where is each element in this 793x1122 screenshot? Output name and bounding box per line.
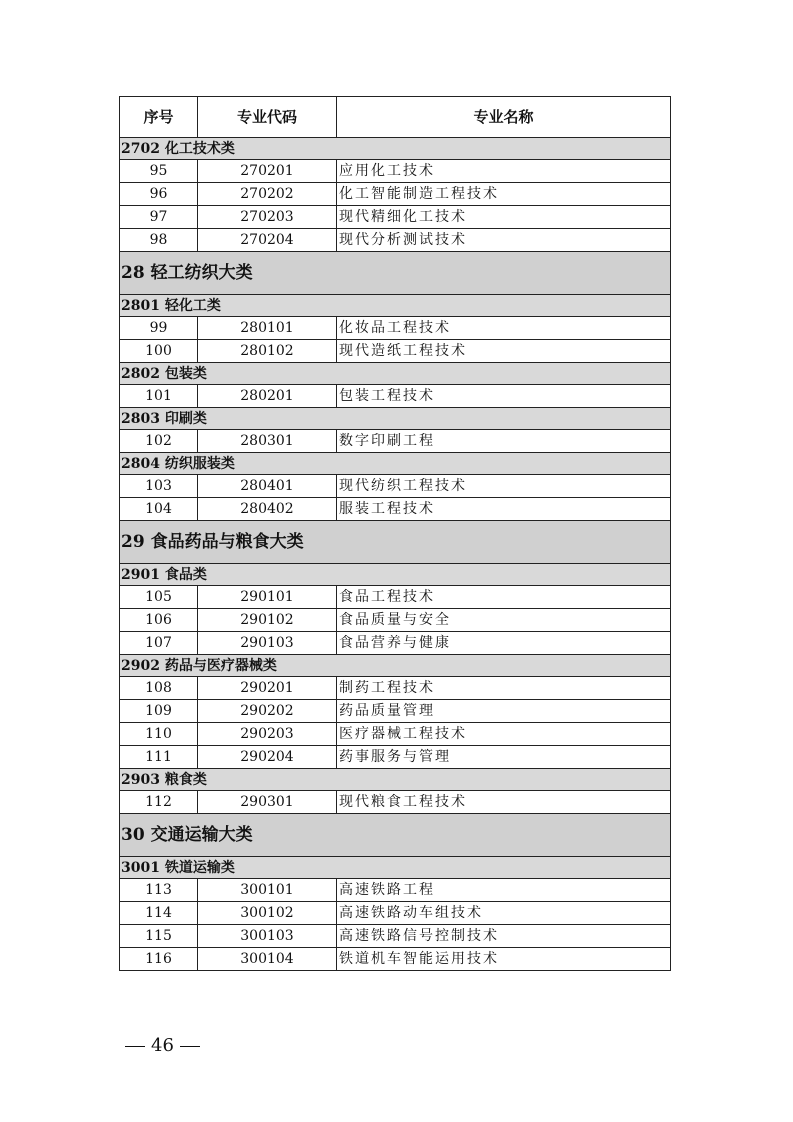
seq-cell: 114 [120,902,198,925]
table-row [120,317,671,340]
seq-cell: 95 [120,160,198,183]
subcategory-label: 2903 粮食类 [120,769,671,791]
subcategory-label: 2803 印刷类 [120,408,671,430]
table-row [120,723,671,746]
table-row [120,700,671,723]
subcategory-row [120,769,671,791]
subcategory-row [120,408,671,430]
code-cell: 300101 [198,879,337,902]
name-cell: 化妆品工程技术 [337,317,671,340]
subcategory-label: 2801 轻化工类 [120,295,671,317]
seq-cell: 98 [120,229,198,252]
table-row [120,746,671,769]
name-cell: 应用化工技术 [337,160,671,183]
name-cell: 数字印刷工程 [337,430,671,453]
seq-cell: 116 [120,948,198,971]
code-cell: 280402 [198,498,337,521]
table-row [120,925,671,948]
header-name: 专业名称 [337,97,671,138]
subcategory-row [120,138,671,160]
table-row [120,340,671,363]
code-cell: 280301 [198,430,337,453]
name-cell: 化工智能制造工程技术 [337,183,671,206]
seq-cell: 112 [120,791,198,814]
name-cell: 现代纺织工程技术 [337,475,671,498]
code-cell: 290203 [198,723,337,746]
seq-cell: 104 [120,498,198,521]
table-row [120,609,671,632]
subcategory-label: 2802 包装类 [120,363,671,385]
seq-cell: 109 [120,700,198,723]
name-cell: 医疗器械工程技术 [337,723,671,746]
code-cell: 280102 [198,340,337,363]
name-cell: 高速铁路动车组技术 [337,902,671,925]
subcategory-label: 2901 食品类 [120,564,671,586]
name-cell: 高速铁路工程 [337,879,671,902]
seq-cell: 113 [120,879,198,902]
table-row [120,206,671,229]
subcategory-row [120,363,671,385]
major-category-row [120,521,671,564]
code-cell: 280101 [198,317,337,340]
table-row [120,229,671,252]
code-cell: 270203 [198,206,337,229]
table-row [120,632,671,655]
seq-cell: 101 [120,385,198,408]
table-header-row [120,97,671,138]
table-row [120,879,671,902]
subcategory-label: 2804 纺织服装类 [120,453,671,475]
table-row [120,902,671,925]
table-row [120,791,671,814]
name-cell: 现代造纸工程技术 [337,340,671,363]
major-category-label: 29 食品药品与粮食大类 [120,521,671,564]
name-cell: 制药工程技术 [337,677,671,700]
seq-cell: 115 [120,925,198,948]
table-row [120,183,671,206]
major-category-label: 28 轻工纺织大类 [120,252,671,295]
code-cell: 270204 [198,229,337,252]
name-cell: 食品质量与安全 [337,609,671,632]
name-cell: 食品营养与健康 [337,632,671,655]
table-row [120,475,671,498]
code-cell: 290202 [198,700,337,723]
name-cell: 包装工程技术 [337,385,671,408]
header-seq: 序号 [120,97,198,138]
majors-table [119,96,671,971]
code-cell: 290103 [198,632,337,655]
table-body [120,138,671,971]
seq-cell: 100 [120,340,198,363]
seq-cell: 96 [120,183,198,206]
subcategory-label: 2702 化工技术类 [120,138,671,160]
code-cell: 270201 [198,160,337,183]
table-row [120,385,671,408]
name-cell: 食品工程技术 [337,586,671,609]
name-cell: 现代粮食工程技术 [337,791,671,814]
table-row [120,498,671,521]
code-cell: 280401 [198,475,337,498]
code-cell: 300104 [198,948,337,971]
subcategory-row [120,857,671,879]
name-cell: 服装工程技术 [337,498,671,521]
code-cell: 280201 [198,385,337,408]
seq-cell: 102 [120,430,198,453]
code-cell: 290201 [198,677,337,700]
footer-dash-right [180,1046,200,1047]
page-number: 46 [151,1035,174,1056]
major-category-row [120,252,671,295]
code-cell: 270202 [198,183,337,206]
name-cell: 药品质量管理 [337,700,671,723]
code-cell: 300102 [198,902,337,925]
code-cell: 290101 [198,586,337,609]
seq-cell: 110 [120,723,198,746]
subcategory-row [120,655,671,677]
seq-cell: 99 [120,317,198,340]
table-row [120,430,671,453]
table-row [120,586,671,609]
seq-cell: 97 [120,206,198,229]
major-category-row [120,814,671,857]
table-row [120,948,671,971]
table-row [120,160,671,183]
seq-cell: 103 [120,475,198,498]
code-cell: 290204 [198,746,337,769]
code-cell: 290301 [198,791,337,814]
footer-dash-left [125,1046,145,1047]
header-code: 专业代码 [198,97,337,138]
name-cell: 现代分析测试技术 [337,229,671,252]
seq-cell: 106 [120,609,198,632]
name-cell: 药事服务与管理 [337,746,671,769]
code-cell: 300103 [198,925,337,948]
seq-cell: 108 [120,677,198,700]
name-cell: 高速铁路信号控制技术 [337,925,671,948]
subcategory-label: 2902 药品与医疗器械类 [120,655,671,677]
subcategory-row [120,564,671,586]
subcategory-label: 3001 铁道运输类 [120,857,671,879]
seq-cell: 105 [120,586,198,609]
table-row [120,677,671,700]
subcategory-row [120,453,671,475]
page-footer [119,1035,206,1056]
major-category-label: 30 交通运输大类 [120,814,671,857]
subcategory-row [120,295,671,317]
seq-cell: 111 [120,746,198,769]
name-cell: 铁道机车智能运用技术 [337,948,671,971]
code-cell: 290102 [198,609,337,632]
name-cell: 现代精细化工技术 [337,206,671,229]
seq-cell: 107 [120,632,198,655]
